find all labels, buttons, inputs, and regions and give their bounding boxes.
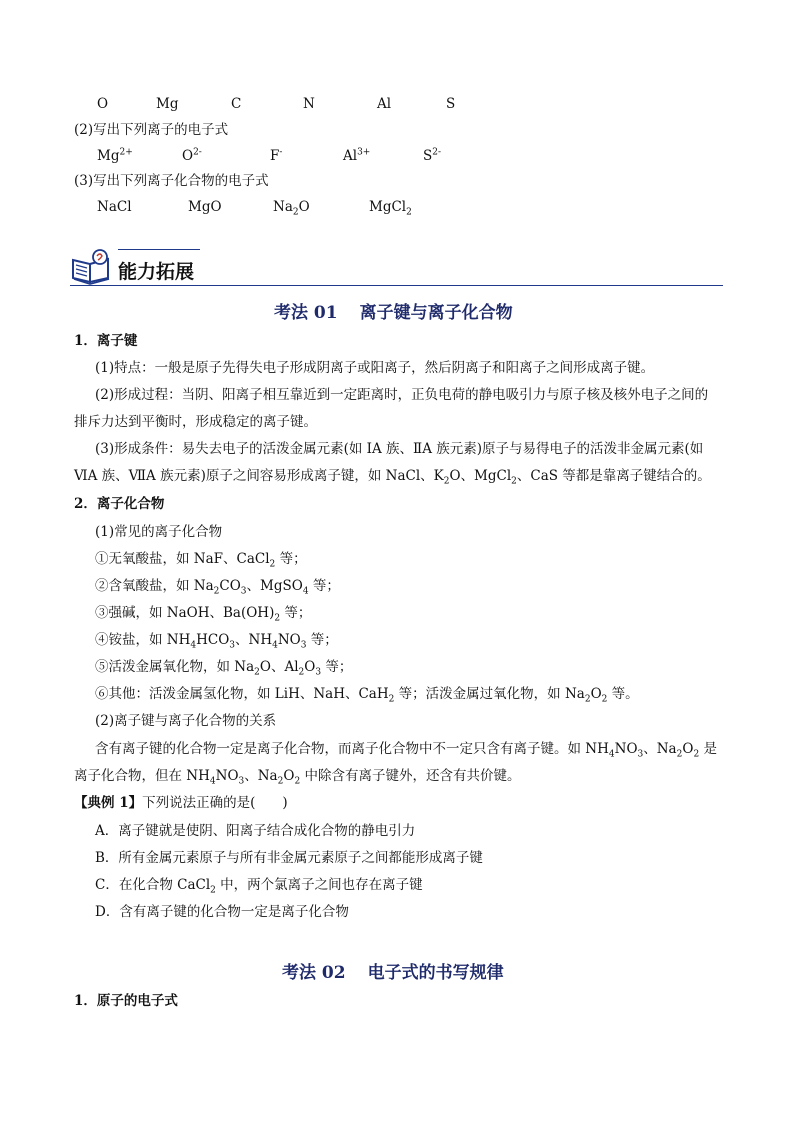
section-1-heading: 考法 01 离子键与离子化合物	[274, 303, 513, 323]
banner-divider	[70, 285, 723, 286]
atom-c: C	[231, 96, 242, 112]
list-item: ③强碱，如 NaOH、$Ba(OH)_2$ 等；	[95, 605, 312, 624]
ion-mg: $Mg^{2+}$	[97, 147, 133, 164]
s1-p1-title: 1．离子键	[74, 333, 138, 349]
list-item: ⑤活泼金属氧化物，如 $Na_2O$、$Al_2O_3$ 等；	[95, 659, 353, 678]
s1-p1-2b: 排斥力达到平衡时，形成稳定的离子键。	[74, 414, 317, 430]
s1-p1-3a: (3)形成条件：易失去电子的活泼金属元素(如 ⅠA 族、ⅡA 族元素)原子与易得电子的活泼非金属元素(如	[95, 441, 704, 457]
atom-n: N	[303, 96, 315, 112]
question-3-title: (3)写出下列离子化合物的电子式	[74, 173, 269, 189]
s2-p1-title: 1．原子的电子式	[74, 993, 178, 1009]
atom-o: O	[97, 96, 109, 112]
s1-p2-2: (2)离子键与离子化合物的关系	[95, 713, 277, 729]
list-item: ⑥其他：活泼金属氢化物，如 LiH、NaH、CaH$_2$ 等；活泼金属过氧化物，如 $Na_2O_2$ 等。	[95, 686, 639, 705]
s1-p2-3b: 离子化合物，但在 $NH_4NO_3$、$Na_2O_2$ 中除含有离子键外，还含有共价键。	[74, 768, 521, 787]
example-label: 【典例 1】	[74, 795, 143, 811]
compound-mgcl2: MgCl$_2$	[369, 199, 412, 218]
example-question: 下列说法正确的是( )	[142, 795, 288, 811]
section-2-heading: 考法 02 电子式的书写规律	[282, 963, 504, 983]
banner-top-rule	[118, 249, 200, 250]
ion-f: F-	[270, 147, 283, 164]
s1-p2-title: 2．离子化合物	[74, 496, 165, 512]
compound-na2o: $Na_2O$	[273, 199, 310, 218]
ion-al: $Al^{3+}$	[343, 147, 371, 164]
example-1	[74, 795, 288, 811]
compound-mgo: MgO	[188, 199, 222, 215]
option-c: C．在化合物 CaCl$_2$ 中，两个氯离子之间也存在离子键	[95, 877, 423, 896]
question-2-title: (2)写出下列离子的电子式	[74, 122, 229, 138]
atom-mg: Mg	[156, 96, 179, 112]
atom-al: Al	[377, 96, 392, 112]
s1-p2-1: (1)常见的离子化合物	[95, 524, 223, 540]
s1-p1-2a: (2)形成过程：当阴、阳离子相互靠近到一定距离时，正负电荷的静电吸引力与原子核及核外电子之间的	[95, 387, 709, 403]
s1-p1-3b: ⅥA 族、ⅦA 族元素)原子之间容易形成离子键，如 NaCl、$K_2O$、MgCl$_2$、CaS 等都是靠离子键结合的。	[74, 468, 711, 487]
list-item: ②含氧酸盐，如 $Na_2CO_3$、MgSO$_4$ 等；	[95, 578, 340, 597]
ion-s: $S^{2-}$	[423, 147, 442, 164]
s1-p1-1: (1)特点：一般是原子先得失电子形成阴离子或阳离子，然后阴离子和阳离子之间形成离子键。	[95, 360, 655, 376]
ion-o: $O^{2-}$	[182, 147, 202, 164]
atom-s: S	[446, 96, 456, 112]
option-d: D．含有离子键的化合物一定是离子化合物	[95, 904, 349, 920]
option-b: B．所有金属元素原子与所有非金属元素原子之间都能形成离子键	[95, 850, 483, 866]
option-a: A．离子键就是使阴、阳离子结合成化合物的静电引力	[95, 823, 416, 839]
s1-p2-3a: 含有离子键的化合物一定是离子化合物，而离子化合物中不一定只含有离子键。如 $NH_4NO_3$、$Na_2O_2$ 是	[95, 741, 717, 760]
compound-nacl: NaCl	[97, 199, 132, 215]
book-icon	[70, 248, 114, 286]
banner-title: 能力拓展	[118, 261, 195, 283]
list-item: ①无氧酸盐，如 NaF、CaCl$_2$ 等；	[95, 551, 307, 570]
list-item: ④铵盐，如 $NH_4HCO_3$、$NH_4NO_3$ 等；	[95, 632, 338, 651]
